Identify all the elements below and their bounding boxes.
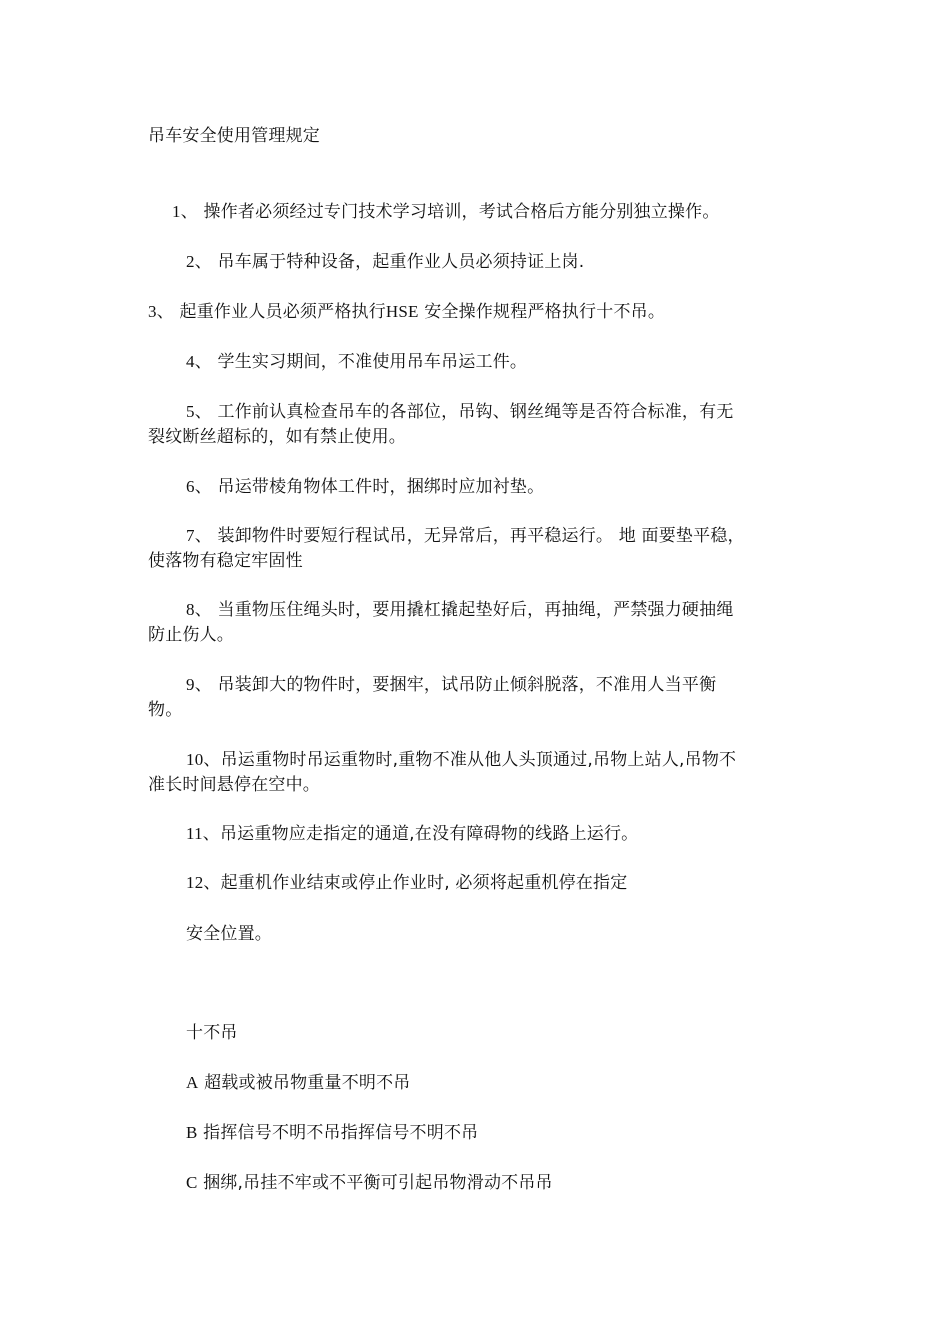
rule-12-continuation: 安全位置。 [186,924,272,944]
rule-number: 9、 [186,675,212,694]
rule-5-continuation: 裂纹断丝超标的，如有禁止使用。 [148,427,406,447]
item-letter: B [186,1123,198,1142]
ten-rule-item-c [186,1171,553,1195]
rule-8 [186,598,734,622]
rule-text-hse: HSE [385,302,419,321]
item-letter: A [186,1073,199,1092]
rule-text: 操作者必须经过专门技术学习培训，考试合格后方能分别独立操作。 [203,202,720,222]
rule-9 [186,673,716,697]
document-title: 吊车安全使用管理规定 [148,126,320,146]
item-text: 指挥信号不明不吊指挥信号不明不吊 [203,1123,479,1143]
item-letter: C [186,1173,198,1192]
item-text: 超载或被吊物重量不明不吊 [204,1073,411,1093]
rule-number: 2、 [186,252,212,271]
rule-number: 7、 [186,526,212,545]
rule-text: 吊运带棱角物体工件时，捆绑时应加衬垫。 [217,477,545,497]
rule-text: 起重作业人员必须严格执行 [179,302,386,322]
rule-6 [186,475,544,499]
rule-7-continuation: 使落物有稳定牢固性 [148,551,303,571]
rule-4 [186,350,527,374]
rule-text: 装卸物件时要短行程试吊，无异常后，再平稳运行。 地 面要垫平稳， [217,526,745,546]
rule-9-continuation: 物。 [148,700,183,720]
rule-number: 4、 [186,352,212,371]
rule-10-continuation: 准长时间悬停在空中。 [148,775,320,795]
rule-5 [186,400,734,424]
rule-1 [172,200,720,224]
rule-10 [186,748,736,772]
rule-number: 1、 [172,202,198,221]
rule-text: 学生实习期间，不准使用吊车吊运工件。 [217,352,528,372]
rule-3 [148,300,665,324]
rule-text: 当重物压住绳头时，要用撬杠撬起垫好后，再抽绳，严禁强力硬抽绳 [217,600,734,620]
rule-text: 吊装卸大的物件时，要捆牢，试吊防止倾斜脱落，不准用人当平衡 [217,675,717,695]
rule-text: 吊运重物时吊运重物时,重物不准从他人头顶通过,吊物上站人,吊物不 [220,750,737,770]
rule-number: 12、 [186,873,221,892]
rule-2 [186,250,584,274]
ten-rule-item-b [186,1121,478,1145]
rule-number: 11、 [186,824,220,843]
rule-text: 吊车属于特种设备，起重作业人员必须持证上岗. [217,252,585,272]
rule-text: 吊运重物应走指定的通道,在没有障碍物的线路上运行。 [219,824,639,844]
ten-rule-item-a [186,1071,411,1095]
item-text: 捆绑,吊挂不牢或不平衡可引起吊物滑动不吊吊 [203,1173,553,1193]
rule-11 [186,822,638,846]
rule-number: 8、 [186,600,212,619]
section-heading: 十不吊 [186,1023,238,1043]
rule-text: 工作前认真检查吊车的各部位，吊钩、钢丝绳等是否符合标准，有无 [217,402,734,422]
rule-number: 6、 [186,477,212,496]
rule-text: 安全操作规程严格执行十不吊。 [424,302,666,322]
rule-number: 5、 [186,402,212,421]
rule-number: 10、 [186,750,221,769]
rule-7 [186,524,745,548]
rule-8-continuation: 防止伤人。 [148,625,234,645]
rule-number: 3、 [148,302,174,321]
rule-12 [186,871,627,895]
rule-text: 起重机作业结束或停止作业时, 必须将起重机停在指定 [220,873,628,893]
